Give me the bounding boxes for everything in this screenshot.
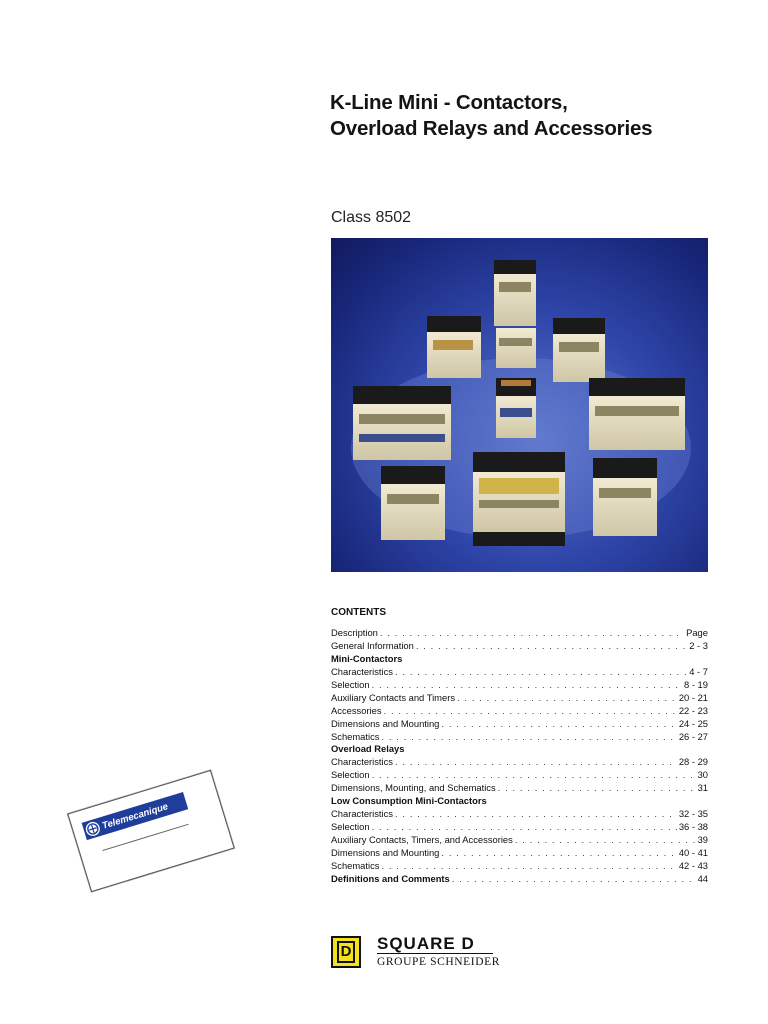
telemecanique-card bbox=[67, 770, 234, 892]
toc-leader-dots bbox=[416, 640, 687, 653]
toc-leader-dots bbox=[457, 692, 677, 705]
toc-page-number: 44 bbox=[697, 872, 708, 884]
contactor-bottom-right bbox=[593, 458, 657, 536]
contactor-upper-right bbox=[553, 318, 605, 382]
toc-entry bbox=[331, 769, 708, 782]
toc-entry bbox=[331, 627, 708, 640]
contactors-illustration bbox=[331, 238, 708, 572]
toc-leader-dots bbox=[372, 821, 677, 834]
toc-page-number: 30 bbox=[697, 769, 708, 781]
brand-rule bbox=[377, 953, 493, 954]
toc-label: Schematics bbox=[331, 730, 380, 742]
telemecanique-emblem-icon bbox=[84, 820, 101, 837]
toc-entry bbox=[331, 873, 708, 886]
toc-section-heading bbox=[331, 653, 708, 666]
toc-label: Schematics bbox=[331, 859, 380, 871]
contactor-top bbox=[494, 260, 536, 368]
toc-label: Description bbox=[331, 627, 378, 638]
toc-section-heading bbox=[331, 743, 708, 756]
toc-leader-dots bbox=[384, 705, 677, 718]
contactor-right-wide bbox=[589, 378, 685, 450]
toc-page-number: 32 - 35 bbox=[678, 808, 708, 820]
toc-label: Selection bbox=[331, 821, 370, 833]
contactor-upper-left bbox=[427, 316, 481, 378]
toc-page-number: 28 - 29 bbox=[678, 756, 708, 768]
toc-leader-dots bbox=[395, 808, 677, 821]
toc-entry bbox=[331, 666, 708, 679]
toc-label: Definitions and Comments bbox=[331, 872, 450, 884]
toc-label: Characteristics bbox=[331, 665, 393, 677]
title-line-2: Overload Relays and Accessories bbox=[330, 117, 653, 140]
toc-page-number: 26 - 27 bbox=[678, 730, 708, 742]
contactor-bottom-center bbox=[473, 452, 565, 546]
toc-label: General Information bbox=[331, 639, 414, 651]
toc-page-number: 24 - 25 bbox=[678, 717, 708, 729]
toc-leader-dots bbox=[381, 731, 676, 744]
toc-entry bbox=[331, 860, 708, 873]
toc-entry bbox=[331, 821, 708, 834]
toc-page-number: 36 - 38 bbox=[678, 821, 708, 833]
toc-leader-dots bbox=[395, 666, 687, 679]
toc-label: Auxiliary Contacts, Timers, and Accessories bbox=[331, 834, 513, 845]
toc-leader-dots bbox=[441, 847, 676, 860]
telemecanique-logo bbox=[82, 792, 189, 840]
toc-leader-dots bbox=[381, 860, 676, 873]
table-of-contents bbox=[331, 627, 708, 886]
toc-label: Auxiliary Contacts and Timers bbox=[331, 691, 456, 703]
contents-heading: CONTENTS bbox=[331, 607, 386, 618]
square-d-logo-icon bbox=[331, 936, 361, 968]
toc-entry bbox=[331, 756, 708, 769]
toc-entry bbox=[331, 640, 708, 653]
toc-label: Accessories bbox=[331, 704, 382, 716]
toc-label: Overload Relays bbox=[331, 743, 405, 755]
toc-page-number: 4 - 7 bbox=[689, 665, 708, 677]
toc-entry bbox=[331, 679, 708, 692]
contactor-left-wide bbox=[353, 386, 451, 460]
toc-page-number: 42 - 43 bbox=[678, 859, 708, 871]
toc-leader-dots bbox=[498, 782, 696, 795]
toc-page-number: Page bbox=[686, 627, 708, 638]
toc-entry bbox=[331, 718, 708, 731]
contactor-center bbox=[496, 378, 536, 438]
product-photo bbox=[331, 238, 708, 572]
toc-entry bbox=[331, 692, 708, 705]
toc-label: Selection bbox=[331, 769, 370, 781]
toc-page-number: 31 bbox=[697, 782, 708, 794]
toc-entry bbox=[331, 731, 708, 744]
toc-page-number: 40 - 41 bbox=[678, 846, 708, 858]
square-d-letter: D bbox=[337, 941, 355, 963]
toc-label: Selection bbox=[331, 678, 370, 690]
toc-page-number: 22 - 23 bbox=[678, 704, 708, 716]
toc-entry bbox=[331, 782, 708, 795]
toc-page-number: 8 - 19 bbox=[684, 678, 708, 690]
title-line-1: K-Line Mini - Contactors, bbox=[330, 91, 568, 114]
toc-entry bbox=[331, 808, 708, 821]
toc-entry bbox=[331, 847, 708, 860]
toc-leader-dots bbox=[452, 873, 696, 886]
toc-page-number: 39 bbox=[697, 834, 708, 845]
class-label: Class 8502 bbox=[331, 209, 412, 226]
toc-leader-dots bbox=[515, 834, 696, 847]
toc-label: Dimensions and Mounting bbox=[331, 846, 440, 858]
toc-label: Characteristics bbox=[331, 808, 393, 820]
toc-leader-dots bbox=[395, 756, 677, 769]
toc-leader-dots bbox=[372, 769, 696, 782]
toc-page-number: 20 - 21 bbox=[678, 691, 708, 703]
toc-entry bbox=[331, 705, 708, 718]
brand-name: SQUARE D bbox=[377, 934, 475, 953]
toc-entry bbox=[331, 834, 708, 847]
toc-label: Low Consumption Mini-Contactors bbox=[331, 795, 487, 807]
telemecanique-wordmark: Telemecanique bbox=[100, 800, 170, 832]
brand-subtitle: GROUPE SCHNEIDER bbox=[377, 956, 501, 968]
contactor-bottom-left bbox=[381, 466, 445, 540]
toc-label: Characteristics bbox=[331, 756, 393, 768]
toc-label: Mini-Contactors bbox=[331, 652, 403, 664]
toc-page-number: 2 - 3 bbox=[689, 639, 708, 651]
toc-leader-dots bbox=[380, 627, 684, 640]
toc-label: Dimensions and Mounting bbox=[331, 717, 440, 729]
toc-label: Dimensions, Mounting, and Schematics bbox=[331, 782, 496, 794]
page-title bbox=[330, 90, 652, 142]
toc-leader-dots bbox=[441, 718, 676, 731]
toc-section-heading bbox=[331, 795, 708, 808]
toc-leader-dots bbox=[372, 679, 682, 692]
